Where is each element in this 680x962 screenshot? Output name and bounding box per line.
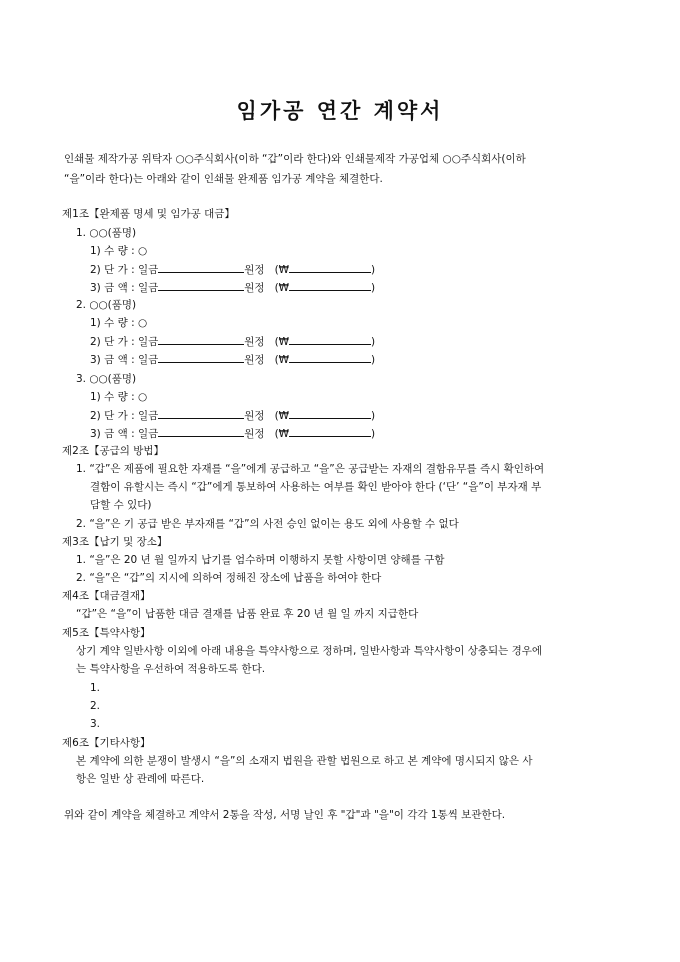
- article-text: 항은 일반 상 관례에 따른다.: [76, 773, 205, 785]
- article-text: 2. “을”은 기 공급 받은 부자재를 “갑”의 사전 승인 없이는 용도 외에 사용할 수 없다: [76, 518, 459, 530]
- won-blank[interactable]: [289, 334, 371, 345]
- article-text: 2. “을”은 “갑”의 지시에 의하여 정해진 장소에 납품을 하여야 한다: [76, 572, 382, 584]
- article-text: 결함이 유할시는 즉시 “갑”에게 통보하여 사용하는 여부를 확인 받아야 한다 (‘단’ “을”이 부자재 부: [90, 481, 542, 493]
- intro-line: “을”이라 한다)는 아래와 같이 인쇄물 완제품 임가공 계약을 체결한다.: [64, 173, 383, 185]
- article1-heading: 제1조【완제품 명세 및 임가공 대금】: [62, 208, 235, 220]
- item-amount: 3) 금 액 : 일금 원정 (₩ ): [90, 282, 376, 294]
- amount-blank[interactable]: [158, 280, 244, 291]
- amount-blank[interactable]: [158, 334, 244, 345]
- article6-heading: 제6조【기타사항】: [62, 737, 151, 749]
- article-text: 1. “갑”은 제품에 필요한 자재를 “을”에게 공급하고 “을”은 공급받는 자재의 결함유무를 즉시 확인하여: [76, 463, 545, 475]
- item-unit-price: 2) 단 가 : 일금 원정 (₩ ): [90, 336, 376, 348]
- closing-statement: 위와 같이 계약을 체결하고 계약서 2통을 작성, 서명 날인 후 "갑"과 "을"이 각각 1통씩 보관한다.: [64, 809, 506, 821]
- article-text: 본 계약에 의한 분쟁이 발생시 “을”의 소재지 법원을 관할 법원으로 하고 본 계약에 명시되지 않은 사: [76, 755, 533, 767]
- item-quantity: 1) 수 량 : ○: [90, 317, 148, 329]
- intro-line: 인쇄물 제작가공 위탁자 ○○주식회사(이하 “갑”이라 한다)와 인쇄물제작 가공업체 ○○주식회사(이하: [64, 153, 526, 165]
- article-text: 는 특약사항을 우선하여 적용하도록 한다.: [76, 663, 266, 675]
- article4-heading: 제4조【대금결재】: [62, 590, 151, 602]
- amount-blank[interactable]: [158, 262, 244, 273]
- amount-blank[interactable]: [158, 408, 244, 419]
- won-blank[interactable]: [289, 352, 371, 363]
- won-blank[interactable]: [289, 426, 371, 437]
- special-item-number: 1.: [90, 682, 101, 694]
- article5-heading: 제5조【특약사항】: [62, 627, 151, 639]
- item-name: 3. ○○(품명): [76, 373, 137, 385]
- item-unit-price: 2) 단 가 : 일금 원정 (₩ ): [90, 410, 376, 422]
- item-quantity: 1) 수 량 : ○: [90, 245, 148, 257]
- amount-blank[interactable]: [158, 426, 244, 437]
- item-name: 1. ○○(품명): [76, 227, 137, 239]
- amount-blank[interactable]: [158, 352, 244, 363]
- article-text: “갑”은 “을”이 납품한 대금 결재를 납품 완료 후 20 년 월 일 까지 지급한다: [76, 608, 419, 620]
- page-title: 임가공 연간 계약서: [236, 99, 444, 123]
- item-unit-price: 2) 단 가 : 일금 원정 (₩ ): [90, 264, 376, 276]
- item-quantity: 1) 수 량 : ○: [90, 391, 148, 403]
- special-item-number: 3.: [90, 718, 101, 730]
- special-item-number: 2.: [90, 700, 101, 712]
- article3-heading: 제3조【납기 및 장소】: [62, 536, 168, 548]
- item-amount: 3) 금 액 : 일금 원정 (₩ ): [90, 428, 376, 440]
- won-blank[interactable]: [289, 408, 371, 419]
- item-amount: 3) 금 액 : 일금 원정 (₩ ): [90, 354, 376, 366]
- article2-heading: 제2조【공급의 방법】: [62, 445, 165, 457]
- item-name: 2. ○○(품명): [76, 299, 137, 311]
- article-text: 상기 계약 일반사항 이외에 아래 내용을 특약사항으로 정하며, 일반사항과 특약사항이 상충되는 경우에: [76, 645, 543, 657]
- won-blank[interactable]: [289, 262, 371, 273]
- won-blank[interactable]: [289, 280, 371, 291]
- article-text: 1. “을”은 20 년 월 일까지 납기를 엄수하며 이행하지 못할 사항이면 양해를 구함: [76, 554, 445, 566]
- article-text: 담할 수 있다): [90, 499, 152, 511]
